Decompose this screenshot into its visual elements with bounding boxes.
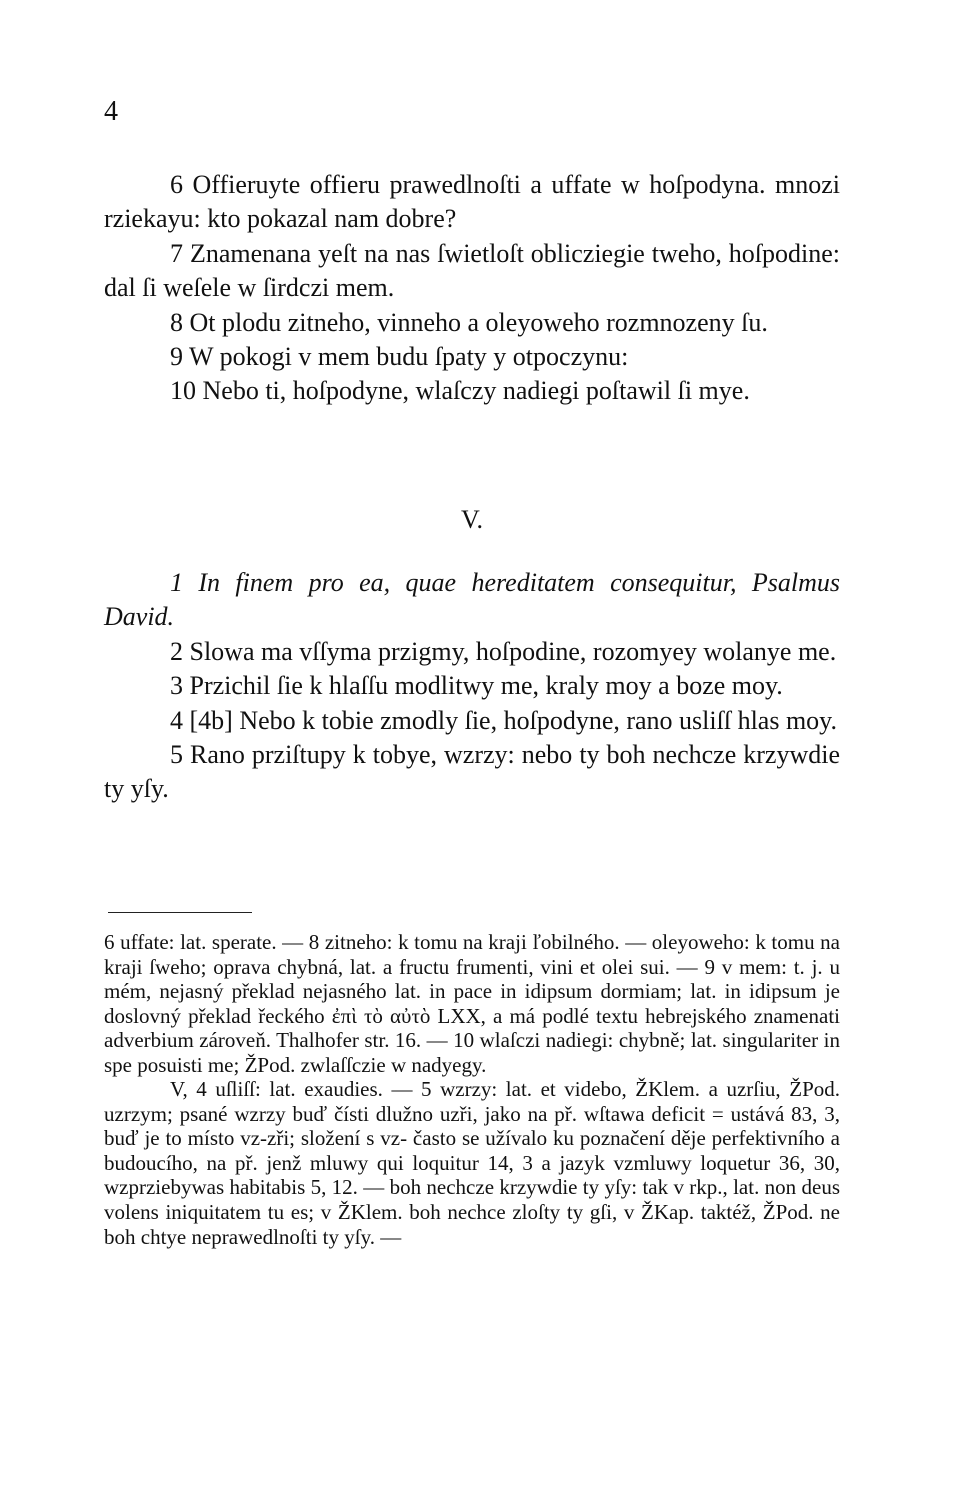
verse: 5 Rano prziſtupy k tobye, wzrzy: nebo ty boh nechcze krzywdie ty yſy. — [104, 740, 840, 804]
footnote: V, 4 uſliſſ: lat. exaudies. — 5 wzrzy: lat. et videbo, ŽKlem. a uzrſiu, ŽPod. uzrzym; psané wzrzy buď čísti dlužno uzři, jako na př. wſtawa deficit = ustává 83, 3, buď je to místo vz-zři; složení s vz- často se užívalo ku poznačení děje perfektivního a budoucího, na př. jenž mluwy qui loquitur 14, 3 a jazyk vzmluwy loquetur 36, 30, wzprziebywas habitabis 5, 12. — boh nechcze krzywdie ty yſy: tak v rkp., lat. non deus volens iniquitatem tu es; v ŽKlem. boh nechce zloſty ty gſi, v ŽKap. taktéž, ŽPod. ne boh chtye neprawedlnoſti ty yſy. — — [104, 1077, 840, 1249]
verse: 2 Slowa ma vſſyma przigmy, hoſpodine, rozomyey wolanye me. — [170, 636, 837, 666]
verses-top — [104, 168, 840, 409]
verse: 7 Znamenana yeſt na nas ſwietloſt oblicziegie tweho, hoſpodine: dal ſi weſele w ſirdczi mem. — [104, 238, 840, 303]
verse: 10 Nebo ti, hoſpodyne, wlaſczy nadiegi poſtawil ſi mye. — [170, 376, 750, 406]
footnote-divider — [108, 912, 252, 913]
footnote: 6 uffate: lat. sperate. — 8 zitneho: k tomu na kraji ľobilného. — oleyoweho: k tomu na kraji ſweho; oprava chybná, lat. a fructu frumenti, vini et olei sui. — 9 v mem: t. j. u mém, nejasný překlad nejasného lat. in pace in idipsum dormiam; lat. in idipsum je doslovný překlad řeckého ἐπὶ τὸ αὐτὸ LXX, a má podlé textu hebrejského znamenati adverbium zároveň. Thalhofer str. 16. — 10 wlaſczi nadiegi: chybně; lat. singulariter in spe posuisti me; ŽPod. zwlaſſczie w nadyegy. — [104, 930, 840, 1077]
footnotes — [104, 930, 840, 1249]
verse: 4 [4b] Nebo k tobie zmodly ſie, hoſpodyne, rano usliſſ hlas moy. — [170, 705, 837, 735]
verse: 8 Ot plodu zitneho, vinneho a oleyoweho rozmnozeny ſu. — [170, 307, 768, 337]
psalm-heading: V. — [461, 505, 483, 534]
verse: 9 W pokogi v mem budu ſpaty y otpoczynu: — [170, 342, 629, 372]
psalm-five — [104, 566, 840, 807]
verse: 6 Offieruyte offieru prawedlnoſti a uffate w hoſpodyna. mnozi rziekayu: kto pokazal nam dobre? — [104, 170, 840, 234]
page-number: 4 — [104, 96, 118, 127]
verse: 3 Przichil ſie k hlaſſu modlitwy me, kraly moy a boze moy. — [170, 671, 783, 701]
psalm-title: 1 In finem pro ea, quae hereditatem consequitur, Psalmus David. — [104, 568, 840, 632]
